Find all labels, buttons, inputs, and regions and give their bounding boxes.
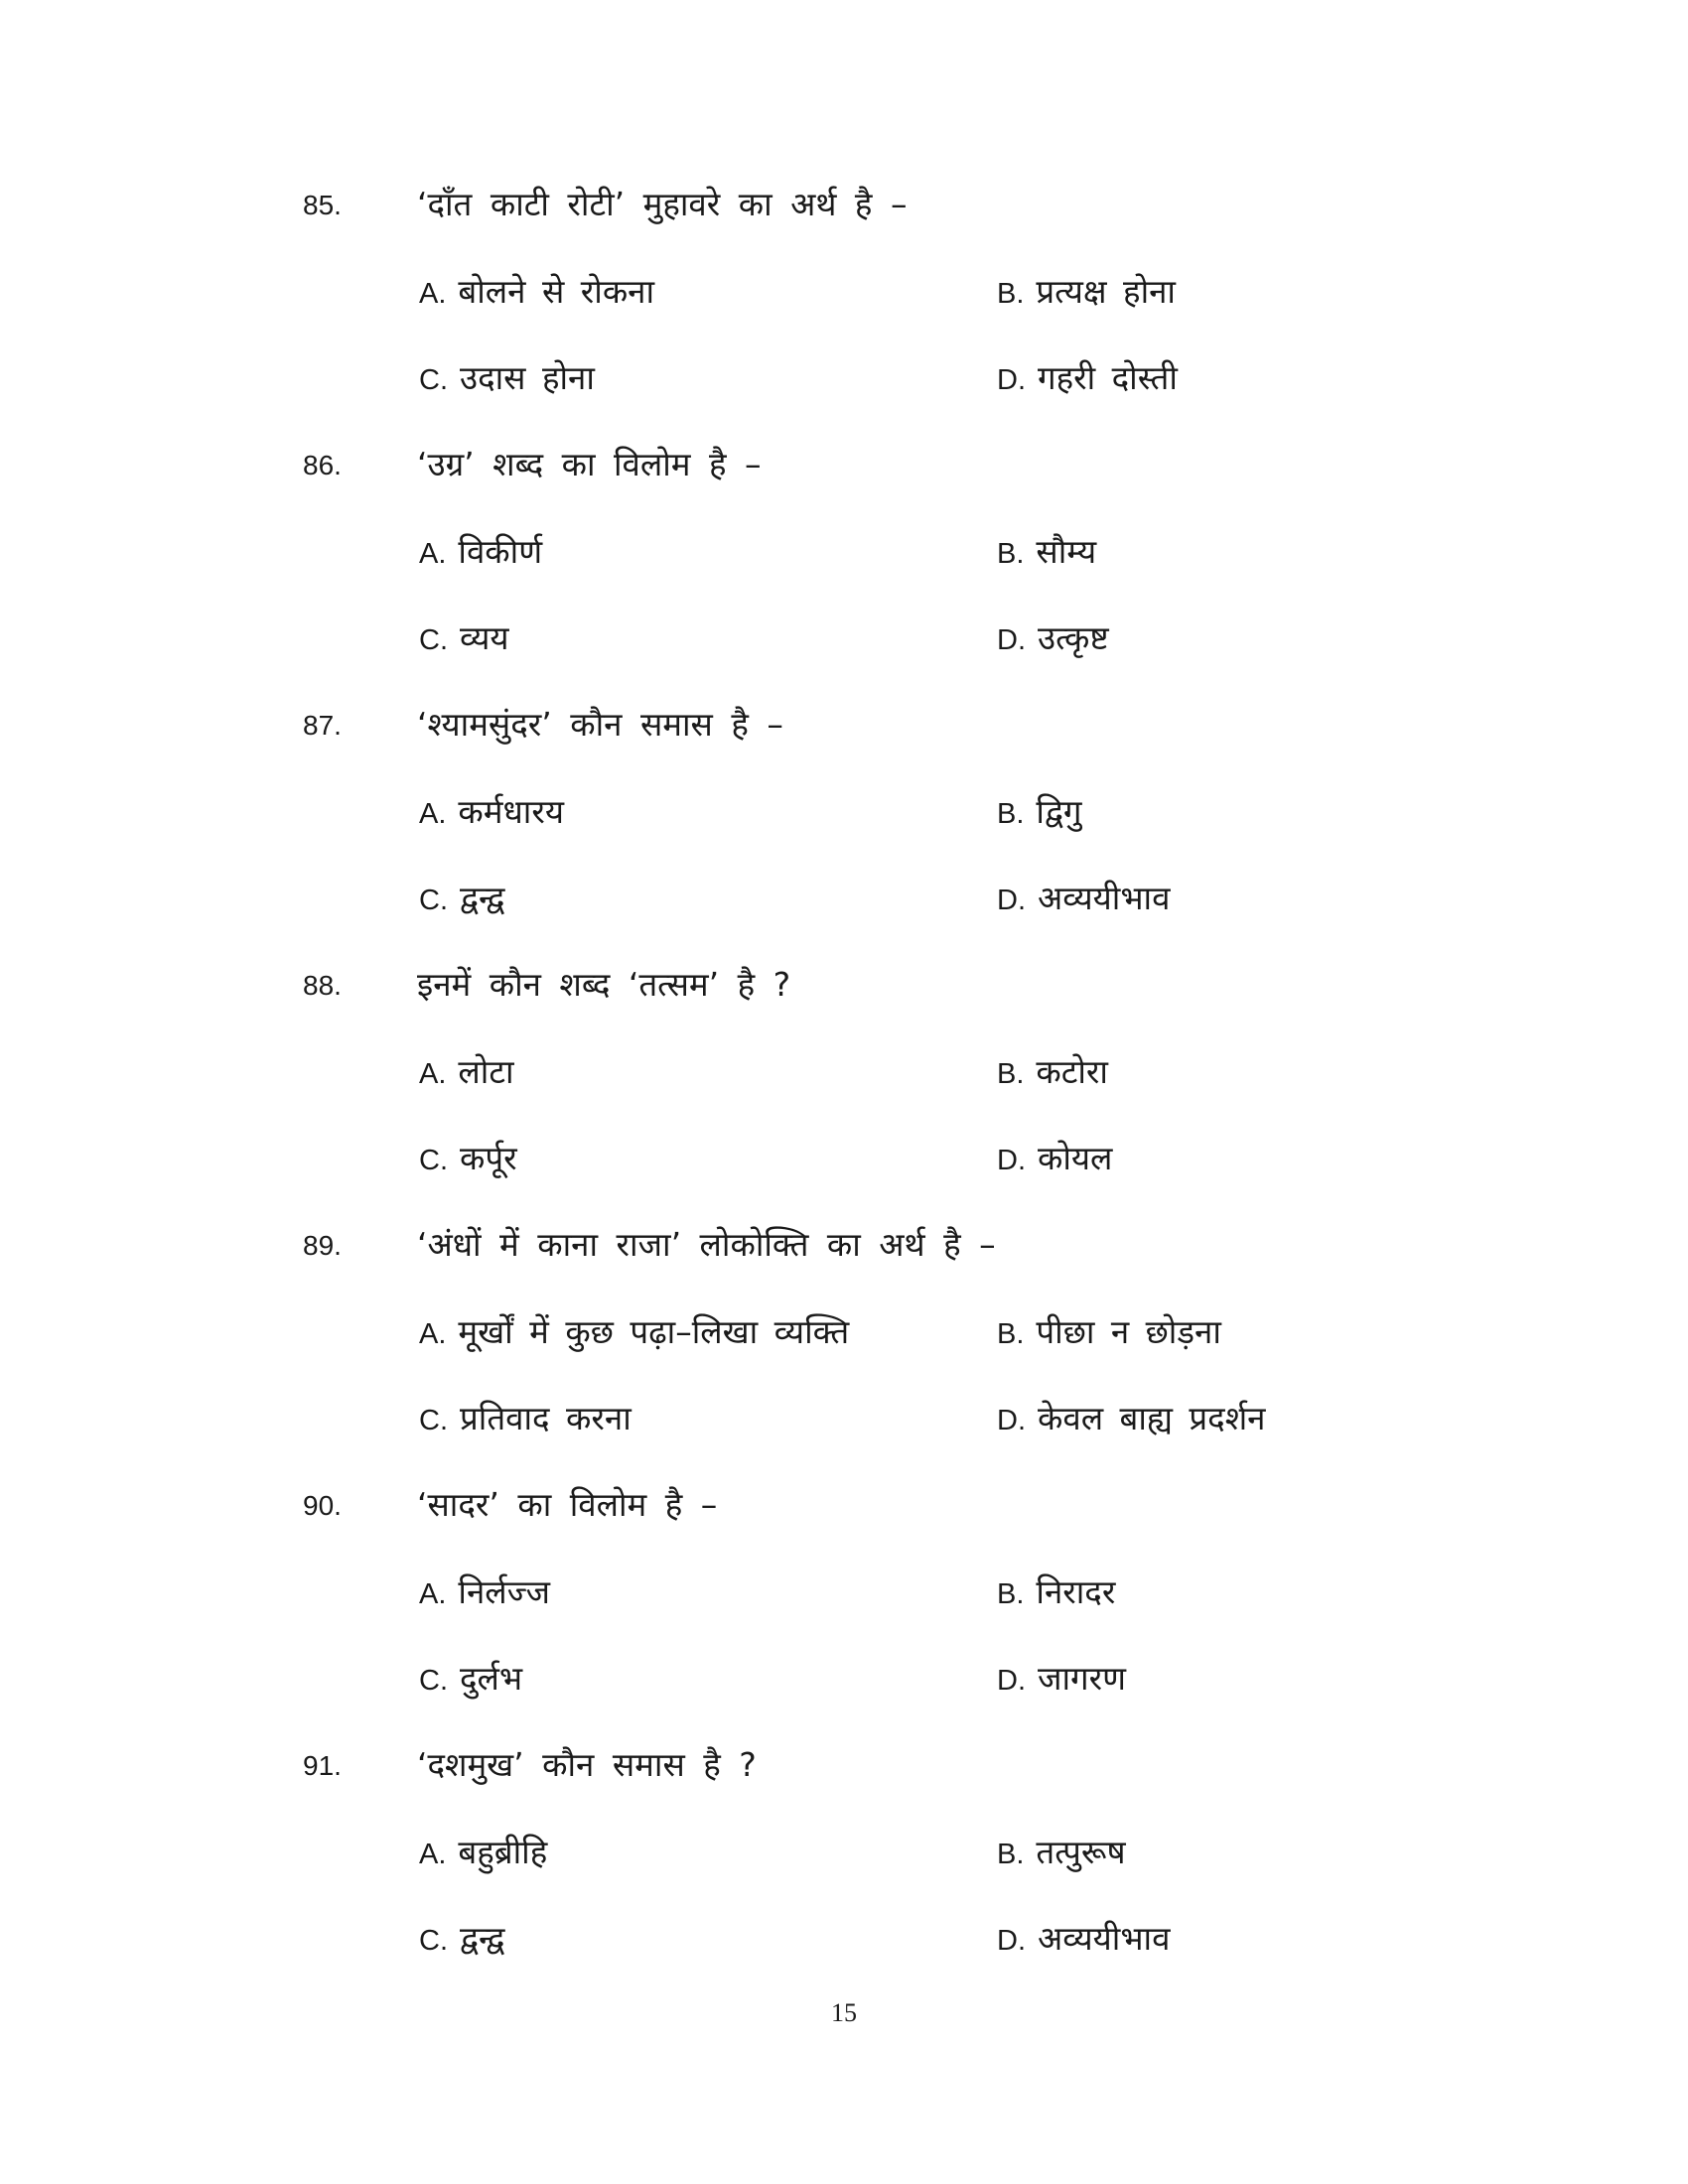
option-label: C. bbox=[419, 1145, 448, 1176]
option-label: A. bbox=[419, 1578, 447, 1610]
question-text: ‘श्यामसुंदर’ कौन समास है – bbox=[417, 705, 783, 744]
option-text: पीछा न छोड़ना bbox=[1036, 1312, 1221, 1351]
option-d bbox=[997, 1660, 1126, 1698]
option-b bbox=[997, 533, 1096, 571]
question-text: ‘सादर’ का विलोम है – bbox=[417, 1485, 718, 1524]
option-text: दुर्लभ bbox=[460, 1659, 523, 1698]
option-a bbox=[419, 1053, 514, 1091]
option-label: D. bbox=[997, 364, 1026, 396]
question-number: 89. bbox=[303, 1230, 342, 1261]
option-c bbox=[419, 1920, 504, 1958]
option-label: C. bbox=[419, 1925, 448, 1957]
option-label: D. bbox=[997, 1925, 1026, 1957]
option-text: द्विगु bbox=[1036, 792, 1082, 831]
option-text: उत्कृष्ट bbox=[1038, 618, 1109, 657]
option-text: तत्पुरूष bbox=[1036, 1833, 1126, 1871]
option-text: कटोरा bbox=[1036, 1052, 1108, 1091]
option-label: A. bbox=[419, 538, 447, 570]
option-a bbox=[419, 1834, 547, 1871]
option-label: B. bbox=[997, 1839, 1025, 1870]
option-label: A. bbox=[419, 1839, 447, 1870]
option-c bbox=[419, 880, 504, 917]
option-label: B. bbox=[997, 1058, 1025, 1090]
question-89 bbox=[0, 1226, 1688, 1486]
option-d bbox=[997, 1400, 1265, 1437]
option-text: केवल बाह्य प्रदर्शन bbox=[1038, 1399, 1266, 1437]
option-label: A. bbox=[419, 1318, 447, 1350]
option-a bbox=[419, 793, 564, 831]
option-label: D. bbox=[997, 1405, 1026, 1436]
page-number: 15 bbox=[831, 1998, 857, 2027]
option-text: सौम्य bbox=[1036, 532, 1097, 571]
option-text: निर्लज्ज bbox=[458, 1572, 551, 1611]
option-d bbox=[997, 359, 1178, 397]
option-label: A. bbox=[419, 1058, 447, 1090]
option-text: बोलने से रोकना bbox=[458, 272, 655, 311]
option-d bbox=[997, 619, 1109, 657]
question-90 bbox=[0, 1486, 1688, 1746]
option-text: निरादर bbox=[1036, 1572, 1116, 1611]
question-number: 91. bbox=[303, 1750, 342, 1781]
option-b bbox=[997, 273, 1176, 311]
option-label: D. bbox=[997, 1145, 1026, 1176]
option-d bbox=[997, 1140, 1112, 1177]
option-c bbox=[419, 1400, 632, 1437]
option-text: लोटा bbox=[458, 1052, 514, 1091]
option-text: अव्ययीभाव bbox=[1038, 1919, 1171, 1958]
option-text: विकीर्ण bbox=[458, 532, 543, 571]
option-b bbox=[997, 1313, 1221, 1351]
option-text: व्यय bbox=[460, 618, 509, 657]
question-91 bbox=[0, 1746, 1688, 2006]
option-c bbox=[419, 1660, 522, 1698]
question-86 bbox=[0, 446, 1688, 706]
option-label: D. bbox=[997, 624, 1026, 656]
option-a bbox=[419, 533, 542, 571]
option-label: B. bbox=[997, 278, 1025, 310]
question-text: इनमें कौन शब्द ‘तत्सम’ है ? bbox=[417, 965, 791, 1004]
option-text: कर्पूर bbox=[460, 1139, 517, 1177]
option-text: द्वन्द्व bbox=[460, 879, 505, 917]
option-b bbox=[997, 1053, 1108, 1091]
option-text: द्वन्द्व bbox=[460, 1919, 505, 1958]
option-a bbox=[419, 1313, 849, 1351]
option-label: C. bbox=[419, 1665, 448, 1697]
option-text: गहरी दोस्ती bbox=[1038, 358, 1178, 397]
option-text: अव्ययीभाव bbox=[1038, 879, 1171, 917]
option-b bbox=[997, 793, 1082, 831]
option-label: C. bbox=[419, 885, 448, 916]
question-number: 86. bbox=[303, 450, 342, 480]
question-number: 88. bbox=[303, 970, 342, 1001]
option-label: A. bbox=[419, 278, 447, 310]
question-88 bbox=[0, 966, 1688, 1226]
option-text: बहुब्रीहि bbox=[458, 1833, 548, 1871]
option-text: कर्मधारय bbox=[458, 792, 564, 831]
option-a bbox=[419, 273, 654, 311]
option-label: D. bbox=[997, 1665, 1026, 1697]
option-label: D. bbox=[997, 885, 1026, 916]
option-a bbox=[419, 1573, 550, 1611]
question-number: 85. bbox=[303, 190, 342, 220]
option-label: C. bbox=[419, 624, 448, 656]
option-d bbox=[997, 880, 1170, 917]
option-text: प्रतिवाद करना bbox=[460, 1399, 632, 1437]
option-c bbox=[419, 619, 509, 657]
option-label: C. bbox=[419, 364, 448, 396]
option-label: B. bbox=[997, 1318, 1025, 1350]
option-text: उदास होना bbox=[460, 358, 595, 397]
option-label: C. bbox=[419, 1405, 448, 1436]
option-c bbox=[419, 359, 595, 397]
question-number: 87. bbox=[303, 710, 342, 741]
option-text: मूर्खों में कुछ पढ़ा–लिखा व्यक्ति bbox=[458, 1312, 850, 1351]
option-b bbox=[997, 1834, 1126, 1871]
question-number: 90. bbox=[303, 1490, 342, 1521]
option-label: A. bbox=[419, 798, 447, 830]
option-text: प्रत्यक्ष होना bbox=[1036, 272, 1176, 311]
option-text: जागरण bbox=[1038, 1659, 1126, 1698]
question-87 bbox=[0, 706, 1688, 966]
option-c bbox=[419, 1140, 517, 1177]
question-text: ‘उग्र’ शब्द का विलोम है – bbox=[417, 445, 762, 483]
question-85 bbox=[0, 186, 1688, 446]
option-label: B. bbox=[997, 538, 1025, 570]
option-b bbox=[997, 1573, 1115, 1611]
option-d bbox=[997, 1920, 1170, 1958]
option-label: B. bbox=[997, 1578, 1025, 1610]
option-label: B. bbox=[997, 798, 1025, 830]
option-text: कोयल bbox=[1038, 1139, 1113, 1177]
question-text: ‘दशमुख’ कौन समास है ? bbox=[417, 1745, 757, 1784]
question-text: ‘दाँत काटी रोटी’ मुहावरे का अर्थ है – bbox=[417, 185, 908, 223]
question-text: ‘अंधों में काना राजा’ लोकोक्ति का अर्थ है – bbox=[417, 1225, 996, 1264]
